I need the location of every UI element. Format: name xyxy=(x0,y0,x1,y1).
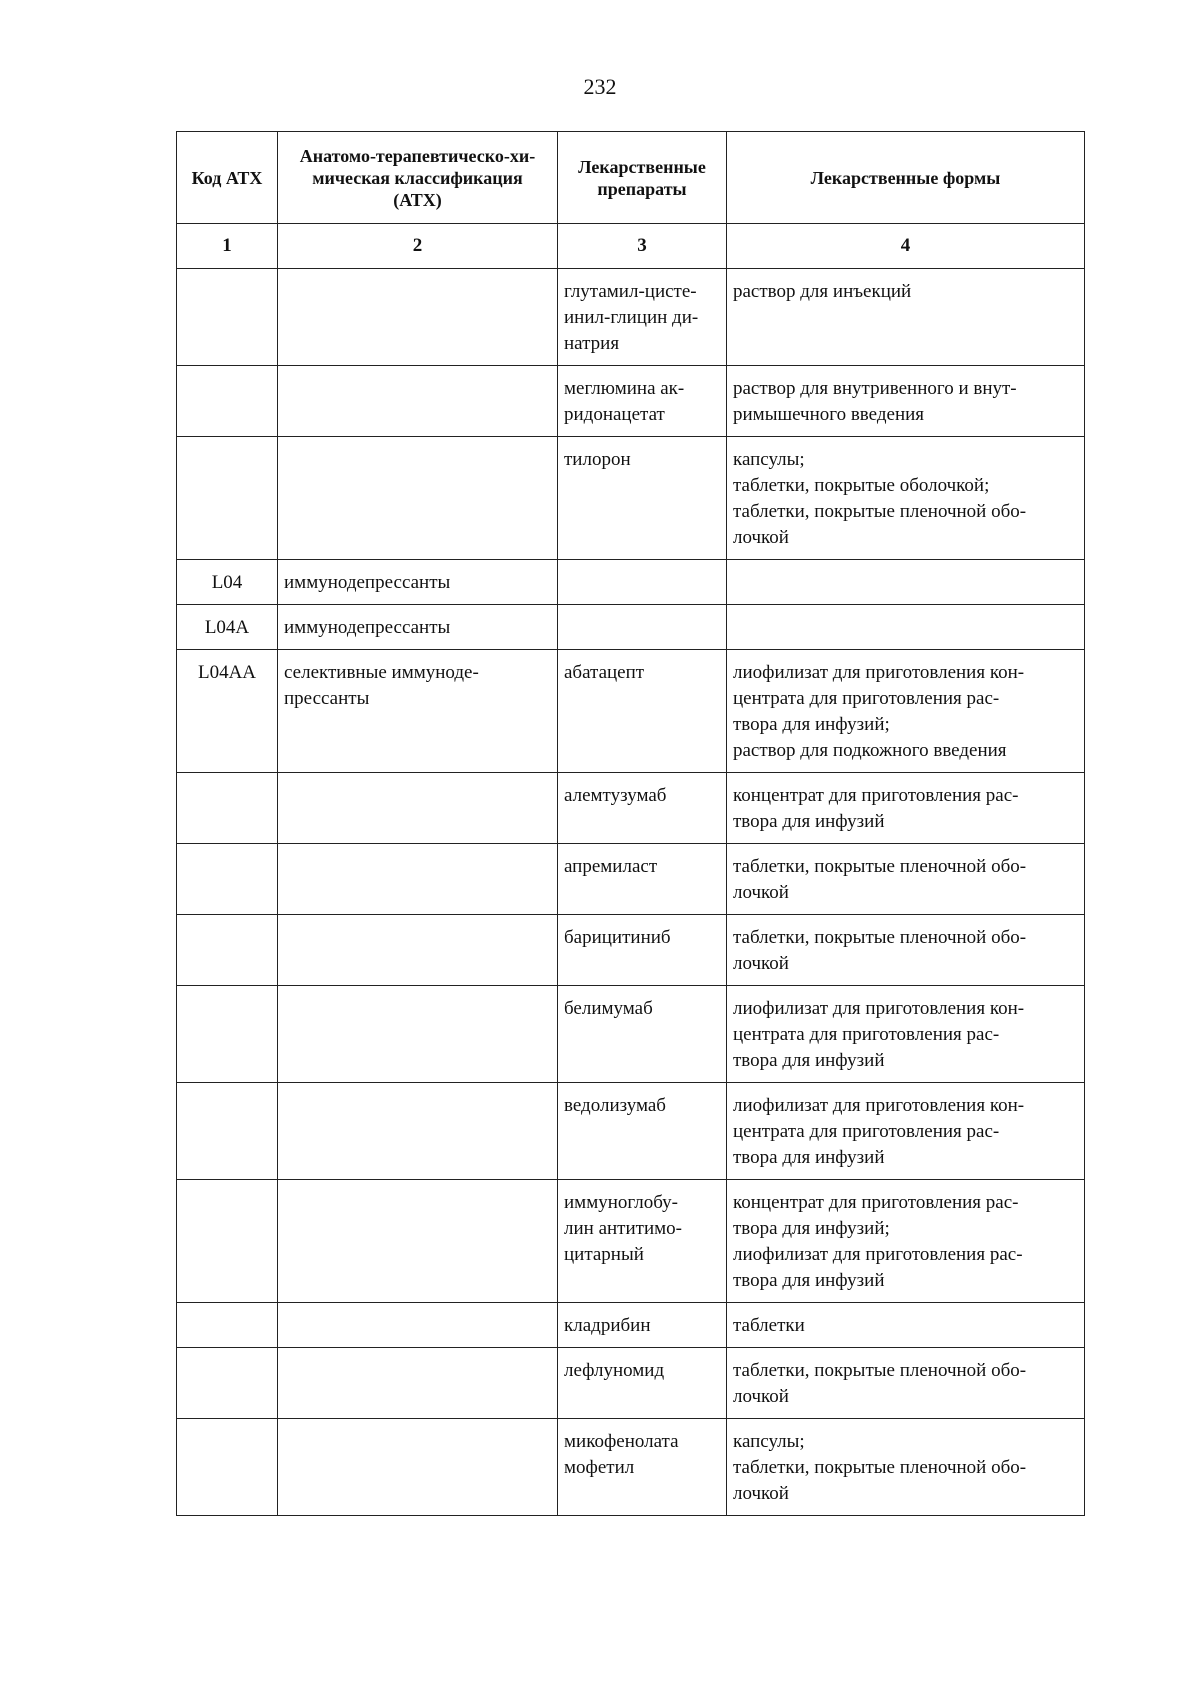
cell-text-line: абатацепт xyxy=(564,662,645,683)
atx-classification-cell xyxy=(278,1419,558,1516)
cell-text-line: ридонацетат xyxy=(564,404,665,425)
header-dosage-forms xyxy=(727,132,1085,224)
cell-text-line: иммунодепрессанты xyxy=(284,572,451,593)
cell-text-line: цитарный xyxy=(564,1244,644,1265)
cell-text-line: центрата для приготовления рас- xyxy=(733,1121,1000,1142)
atx-classification-cell xyxy=(278,1180,558,1303)
drug-name-cell xyxy=(558,1419,727,1516)
column-number-cell: 2 xyxy=(278,224,558,269)
table-row xyxy=(177,1419,1085,1516)
cell-text-line: меглюмина ак- xyxy=(564,378,685,399)
cell-text-line: римышечного введения xyxy=(733,404,925,425)
cell-text-line: твора для инфузий; xyxy=(733,1218,890,1239)
drug-name-cell xyxy=(558,915,727,986)
cell-text-line: лочкой xyxy=(733,1386,789,1407)
cell-text-line: прессанты xyxy=(284,688,370,709)
table-row xyxy=(177,560,1085,605)
cell-text-line: твора для инфузий xyxy=(733,1147,885,1168)
table-row xyxy=(177,1303,1085,1348)
cell-text-line: лиофилизат для приготовления кон- xyxy=(733,1095,1025,1116)
atx-classification-cell xyxy=(278,986,558,1083)
dosage-forms-cell xyxy=(727,437,1085,560)
cell-text-line: раствор для инъекций xyxy=(733,281,912,302)
cell-text-line: таблетки, покрытые пленочной обо- xyxy=(733,927,1027,948)
header-drugs xyxy=(558,132,727,224)
dosage-forms-cell xyxy=(727,366,1085,437)
cell-text-line: Лекарственные формы xyxy=(810,167,1001,188)
table-row xyxy=(177,650,1085,773)
cell-text-line: центрата для приготовления рас- xyxy=(733,688,1000,709)
dosage-forms-cell xyxy=(727,1083,1085,1180)
dosage-forms-cell xyxy=(727,560,1085,605)
atx-classification-cell xyxy=(278,437,558,560)
atx-code-cell xyxy=(177,915,278,986)
drug-name-cell xyxy=(558,560,727,605)
cell-text-line: белимумаб xyxy=(564,998,653,1019)
drug-name-cell xyxy=(558,1348,727,1419)
cell-text-line: апремиласт xyxy=(564,856,658,877)
cell-text-line: концентрат для приготовления рас- xyxy=(733,785,1019,806)
atx-code-cell xyxy=(177,773,278,844)
table-row xyxy=(177,269,1085,366)
cell-text-line: кладрибин xyxy=(564,1315,651,1336)
drug-name-cell xyxy=(558,773,727,844)
cell-text-line: концентрат для приготовления рас- xyxy=(733,1192,1019,1213)
cell-text-line: иммуноглобу- xyxy=(564,1192,678,1213)
dosage-forms-cell xyxy=(727,605,1085,650)
atx-code-cell: L04AA xyxy=(177,650,278,773)
drug-name-cell xyxy=(558,437,727,560)
table-row xyxy=(177,437,1085,560)
cell-text-line: капсулы; xyxy=(733,449,805,470)
cell-text-line: таблетки, покрытые пленочной обо- xyxy=(733,1360,1027,1381)
table-row xyxy=(177,1348,1085,1419)
cell-text-line: капсулы; xyxy=(733,1431,805,1452)
cell-text-line: лочкой xyxy=(733,882,789,903)
dosage-forms-cell xyxy=(727,1180,1085,1303)
dosage-forms-cell xyxy=(727,1419,1085,1516)
cell-text-line: алемтузумаб xyxy=(564,785,667,806)
cell-text-line: глутамил-цисте- xyxy=(564,281,697,302)
atx-classification-cell xyxy=(278,1348,558,1419)
header-atx-classification xyxy=(278,132,558,224)
atx-code-cell: L04 xyxy=(177,560,278,605)
table-row xyxy=(177,844,1085,915)
atx-classification-cell xyxy=(278,560,558,605)
cell-text-line: Лекарственные xyxy=(578,156,706,177)
column-number-row xyxy=(177,224,1085,269)
column-number-cell: 4 xyxy=(727,224,1085,269)
drug-name-cell xyxy=(558,1180,727,1303)
cell-text-line: иммунодепрессанты xyxy=(284,617,451,638)
atx-classification-cell xyxy=(278,1303,558,1348)
cell-text-line: барицитиниб xyxy=(564,927,671,948)
cell-text-line: твора для инфузий xyxy=(733,1270,885,1291)
atx-code-cell xyxy=(177,1419,278,1516)
dosage-forms-cell xyxy=(727,915,1085,986)
drug-name-cell xyxy=(558,650,727,773)
table-row xyxy=(177,986,1085,1083)
table-row xyxy=(177,605,1085,650)
cell-text-line: раствор для подкожного введения xyxy=(733,740,1007,761)
dosage-forms-cell xyxy=(727,650,1085,773)
cell-text-line: мофетил xyxy=(564,1457,635,1478)
atx-classification-cell xyxy=(278,773,558,844)
cell-text-line: таблетки, покрытые пленочной обо- xyxy=(733,1457,1027,1478)
drug-name-cell xyxy=(558,1083,727,1180)
cell-text-line: инил-глицин ди- xyxy=(564,307,699,328)
atx-classification-cell xyxy=(278,605,558,650)
atx-drug-table xyxy=(176,131,1085,1516)
atx-classification-cell xyxy=(278,650,558,773)
atx-code-cell xyxy=(177,1083,278,1180)
dosage-forms-cell xyxy=(727,269,1085,366)
atx-classification-cell xyxy=(278,1083,558,1180)
column-number-cell: 3 xyxy=(558,224,727,269)
cell-text-line: лиофилизат для приготовления рас- xyxy=(733,1244,1023,1265)
table-row xyxy=(177,366,1085,437)
table-row xyxy=(177,1083,1085,1180)
cell-text-line: мическая классификация xyxy=(312,167,523,188)
atx-code-cell xyxy=(177,437,278,560)
page-number: 232 xyxy=(583,74,617,99)
cell-text-line: лочкой xyxy=(733,953,789,974)
cell-text-line: Анатомо-терапевтическо-хи- xyxy=(299,145,536,166)
table-header-row xyxy=(177,132,1085,224)
drug-name-cell xyxy=(558,1303,727,1348)
cell-text-line: таблетки xyxy=(733,1315,805,1336)
cell-text-line: микофенолата xyxy=(564,1431,679,1452)
atx-code-cell xyxy=(177,1348,278,1419)
cell-text-line: таблетки, покрытые пленочной обо- xyxy=(733,856,1027,877)
cell-text-line: раствор для внутривенного и внут- xyxy=(733,378,1017,399)
dosage-forms-cell xyxy=(727,1303,1085,1348)
cell-text-line: лефлуномид xyxy=(564,1360,665,1381)
drug-name-cell xyxy=(558,605,727,650)
cell-text-line: твора для инфузий xyxy=(733,811,885,832)
header-atx-code xyxy=(177,132,278,224)
table-row xyxy=(177,1180,1085,1303)
cell-text-line: Код АТХ xyxy=(191,167,263,188)
table-row xyxy=(177,915,1085,986)
atx-classification-cell xyxy=(278,844,558,915)
drug-name-cell xyxy=(558,269,727,366)
drug-name-cell xyxy=(558,366,727,437)
cell-text-line: препараты xyxy=(597,178,687,199)
cell-text-line: таблетки, покрытые пленочной обо- xyxy=(733,501,1027,522)
atx-code-cell xyxy=(177,269,278,366)
cell-text-line: твора для инфузий xyxy=(733,1050,885,1071)
column-number-cell: 1 xyxy=(177,224,278,269)
atx-code-cell xyxy=(177,1303,278,1348)
cell-text-line: центрата для приготовления рас- xyxy=(733,1024,1000,1045)
dosage-forms-cell xyxy=(727,844,1085,915)
dosage-forms-cell xyxy=(727,1348,1085,1419)
cell-text-line: лиофилизат для приготовления кон- xyxy=(733,662,1025,683)
drug-name-cell xyxy=(558,844,727,915)
cell-text-line: твора для инфузий; xyxy=(733,714,890,735)
atx-classification-cell xyxy=(278,366,558,437)
dosage-forms-cell xyxy=(727,773,1085,844)
atx-classification-cell xyxy=(278,915,558,986)
atx-code-cell: L04A xyxy=(177,605,278,650)
cell-text-line: лиофилизат для приготовления кон- xyxy=(733,998,1025,1019)
cell-text-line: тилорон xyxy=(564,449,631,470)
atx-code-cell xyxy=(177,366,278,437)
drug-name-cell xyxy=(558,986,727,1083)
cell-text-line: лин антитимо- xyxy=(564,1218,682,1239)
dosage-forms-cell xyxy=(727,986,1085,1083)
cell-text-line: лочкой xyxy=(733,1483,789,1504)
atx-code-cell xyxy=(177,986,278,1083)
atx-classification-cell xyxy=(278,269,558,366)
table-row xyxy=(177,773,1085,844)
cell-text-line: натрия xyxy=(564,333,620,354)
atx-code-cell xyxy=(177,1180,278,1303)
cell-text-line: (АТХ) xyxy=(393,189,442,210)
cell-text-line: ведолизумаб xyxy=(564,1095,666,1116)
atx-code-cell xyxy=(177,844,278,915)
cell-text-line: таблетки, покрытые оболочкой; xyxy=(733,475,990,496)
cell-text-line: селективные иммуноде- xyxy=(284,662,479,683)
cell-text-line: лочкой xyxy=(733,527,789,548)
